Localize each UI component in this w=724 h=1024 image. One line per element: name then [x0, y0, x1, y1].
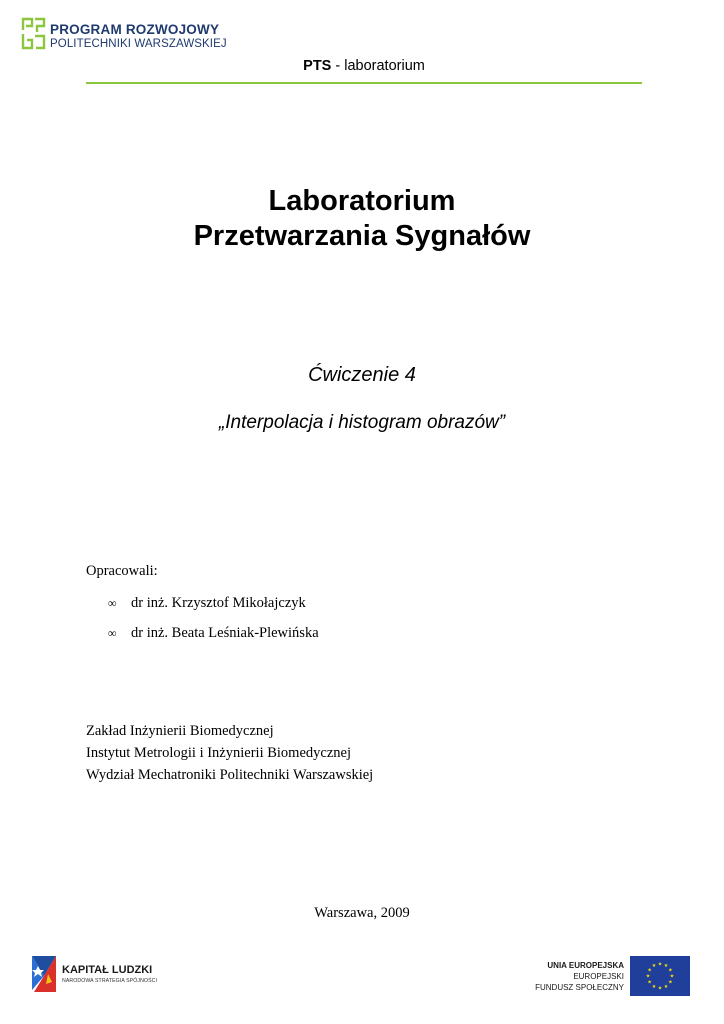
eu-star-icon: ★	[657, 985, 663, 992]
kapital-ludzki-logo	[30, 954, 190, 996]
title-line-2: Przetwarzania Sygnałów	[193, 220, 531, 252]
author-item	[108, 625, 319, 642]
kapital-ludzki-title: KAPITAŁ LUDZKI	[62, 964, 153, 976]
eu-star-icon: ★	[651, 983, 657, 990]
eu-line-2: EUROPEJSKI	[573, 972, 624, 981]
eu-star-icon: ★	[651, 963, 657, 970]
header-rule	[86, 82, 642, 84]
author-name: dr inż. Krzysztof Mikołajczyk	[131, 595, 306, 611]
pr-logo-icon	[20, 16, 48, 52]
eu-star-icon: ★	[657, 961, 663, 968]
eu-star-icon: ★	[647, 979, 652, 986]
affiliation-department: Zakład Inżynierii Biomedycznej	[86, 723, 274, 739]
running-header-text: - laboratorium	[331, 58, 425, 74]
authors-label: Opracowali:	[86, 563, 158, 579]
infinity-bullet-icon: ∞	[108, 626, 117, 640]
affiliation-institute: Instytut Metrologii i Inżynierii Biomedycznej	[86, 745, 351, 761]
eu-flag-icon	[630, 956, 690, 996]
eu-line-1: UNIA EUROPEJSKA	[547, 961, 624, 970]
author-item	[108, 595, 306, 612]
infinity-bullet-icon: ∞	[108, 596, 117, 610]
running-header	[86, 58, 642, 74]
exercise-topic: „Interpolacja i histogram obrazów”	[218, 412, 506, 433]
affiliation-faculty: Wydział Mechatroniki Politechniki Warszawskiej	[86, 767, 374, 783]
author-name: dr inż. Beata Leśniak-Plewińska	[131, 625, 319, 641]
eu-star-icon: ★	[669, 973, 675, 980]
running-header-bold: PTS	[303, 58, 332, 74]
eu-star-icon: ★	[668, 979, 673, 986]
eu-line-3: FUNDUSZ SPOŁECZNY	[535, 983, 624, 992]
eu-star-icon: ★	[663, 963, 669, 970]
eu-text	[535, 960, 624, 993]
eu-fund-logo	[500, 956, 690, 998]
document-title	[40, 184, 684, 254]
logo-subtitle: POLITECHNIKI WARSZAWSKIEJ	[50, 38, 227, 50]
kapital-ludzki-subtitle: NARODOWA STRATEGIA SPÓJNOŚCI	[62, 978, 158, 984]
program-rozwojowy-logo	[20, 16, 240, 56]
eu-star-icon: ★	[663, 983, 669, 990]
place-date: Warszawa, 2009	[314, 905, 410, 921]
title-line-1: Laboratorium	[268, 185, 456, 217]
eu-star-icon: ★	[645, 973, 651, 980]
eu-star-icon: ★	[647, 967, 652, 974]
logo-title: PROGRAM ROZWOJOWY	[50, 22, 220, 37]
kapital-ludzki-logo-icon	[30, 954, 58, 994]
eu-star-icon: ★	[668, 967, 673, 974]
exercise-number: Ćwiczenie 4	[308, 364, 416, 386]
